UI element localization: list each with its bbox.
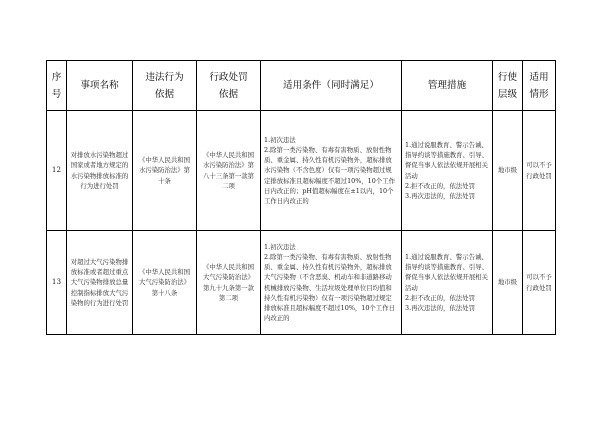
row-conditions	[261, 231, 402, 335]
row-measures	[402, 231, 493, 335]
header-situation-line-1: 适用	[529, 71, 549, 83]
header-name: 事项名称	[67, 61, 133, 111]
header-situation	[523, 61, 556, 111]
table-row	[47, 111, 556, 231]
header-basis-penalty-line-2: 依据	[218, 88, 239, 100]
measure-item: 2.拒不改正的，依法处罚	[405, 293, 476, 302]
header-basis-act-line-1: 违法行为	[145, 71, 184, 83]
row-item-name: 对排放水污染物超过国家或者地方规定的水污染物排放标准的行为进行处罚	[67, 111, 133, 231]
row-level: 地市级	[493, 111, 523, 231]
penalty-exemption-table	[46, 60, 556, 335]
condition-item: 2.除第一类污染物、有毒有害物质、放射性物质、重金属、持久性有机污染物外，超标排放大气污染物（不含恶臭、机动车和非道路移动机械排放污染物、生活垃圾处理单位目均值和持久性有机污染物）仅有一项污染物超过规定排放标准且超标幅度不超过10%，10个工作日内改正的	[264, 252, 395, 323]
measure-item: 1.通过说服教育、警示告诫、指导约谈等措施教育、引导、督促当事人依法依规开展相关活动	[405, 252, 489, 292]
header-seq	[47, 61, 67, 111]
condition-item: 1.初次违法	[264, 242, 296, 251]
table-row	[47, 231, 556, 335]
measure-item: 2.拒不改正的，依法处罚	[405, 181, 476, 190]
header-basis-act-line-2: 依据	[154, 88, 175, 100]
header-seq-line-2: 号	[51, 88, 62, 100]
row-item-name: 对超过大气污染物排放标准或者超过重点大气污染物排放总量控制指标排放大气污染物的行为进行处罚	[67, 231, 133, 335]
header-level-line-2: 层级	[497, 88, 518, 100]
measure-item: 3.再次违法的，依法处罚	[405, 303, 476, 312]
header-situation-line-2: 情形	[529, 88, 549, 100]
condition-item: 2.除第一类污染物、有毒有害物质、放射性物质、重金属、持久性有机污染物外，超标排放水污染物（不含色度）仅有一项污染物超过规定排放标准且超标幅度不超过10%，10个工作日内改正的；pH值超标幅度在±1以内，10个工作日内改正的	[264, 145, 395, 205]
header-basis-penalty	[197, 61, 261, 111]
row-basis-penalty: 《中华人民共和国大气污染防治法》第九十九条第一款第二项	[197, 231, 261, 335]
measure-item: 1.通过说服教育、警示告诫、指导约谈等措施教育、引导、督促当事人依法依规开展相关活动	[405, 140, 489, 180]
measure-item: 3.再次违法的，依法处罚	[405, 191, 476, 200]
row-seq: 13	[47, 231, 67, 335]
row-level: 地市级	[493, 231, 523, 335]
row-conditions	[261, 111, 402, 231]
header-seq-line-1: 序	[51, 71, 62, 83]
header-level-line-1: 行使	[497, 71, 518, 83]
header-basis-penalty-line-1: 行政处罚	[209, 71, 248, 83]
header-row	[47, 61, 556, 111]
header-level	[493, 61, 523, 111]
header-basis-act	[133, 61, 197, 111]
header-measures: 管理措施	[402, 61, 493, 111]
row-situation: 可以不予行政处罚	[523, 111, 556, 231]
row-situation: 可以不予行政处罚	[523, 231, 556, 335]
header-conditions: 适用条件（同时满足）	[261, 61, 402, 111]
condition-item: 1.初次违法	[264, 135, 296, 144]
row-basis-act: 《中华人民共和国水污染防治法》第十条	[133, 111, 197, 231]
row-seq: 12	[47, 111, 67, 231]
row-measures	[402, 111, 493, 231]
row-basis-act: 《中华人民共和国大气污染防治法》第十八条	[133, 231, 197, 335]
row-basis-penalty: 《中华人民共和国水污染防治法》第八十三条第一款第二项	[197, 111, 261, 231]
